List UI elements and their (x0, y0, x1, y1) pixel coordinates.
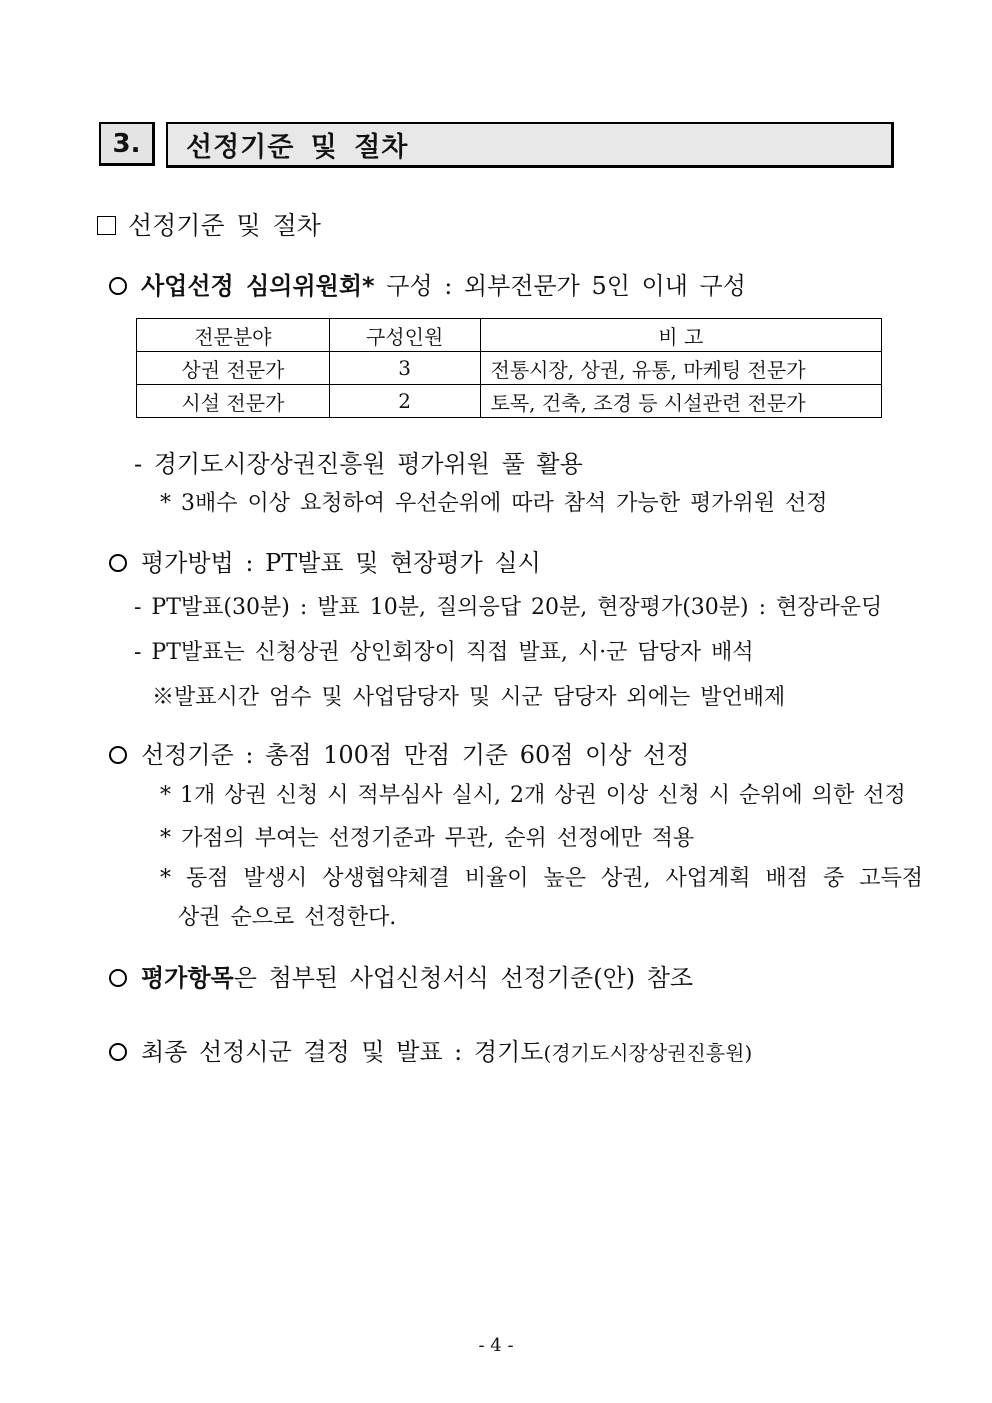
section-title-box (166, 122, 894, 168)
criteria-note1: * 1개 상권 신청 시 적부심사 실시, 2개 상권 이상 신청 시 순위에 의한 선정 (160, 783, 906, 808)
criteria-line (109, 735, 689, 770)
section-number-box (99, 122, 155, 166)
main-heading-text: 선정기준 및 절차 (128, 211, 321, 240)
pool-line: - 경기도시장상권진흥원 평가위원 풀 활용 (134, 450, 583, 478)
criteria-note3b: 상권 순으로 선정한다. (178, 905, 397, 930)
criteria-note3a: * 동점 발생시 상생협약체결 비율이 높은 상권, 사업계획 배점 중 고득점 (160, 866, 923, 891)
criteria-note2: * 가점의 부여는 선정기준과 무관, 순위 선정에만 적용 (160, 826, 695, 851)
table-cell: 상권 전문가 (137, 352, 330, 385)
eval-bold: 평가항목 (141, 964, 234, 992)
method-note: ※발표시간 엄수 및 사업담당자 및 시군 담당자 외에는 발언배제 (152, 685, 786, 710)
method-sub1: - PT발표(30분) : 발표 10분, 질의응답 20분, 현장평가(30분) : 현장라운딩 (134, 595, 883, 620)
committee-table (136, 318, 882, 418)
circle-bullet-icon (109, 969, 127, 987)
table-cell: 3 (329, 352, 480, 385)
eval-line (109, 958, 693, 993)
section-title: 선정기준 및 절차 (186, 132, 409, 163)
table-header-row (137, 319, 882, 352)
table-row (137, 385, 882, 418)
table-header-cell: 구성인원 (329, 319, 480, 352)
eval-rest: 은 첨부된 사업신청서식 선정기준(안) 참조 (233, 964, 694, 992)
final-paren: (경기도시장상권진흥원) (543, 1041, 753, 1065)
table-cell: 전통시장, 상권, 유통, 마케팅 전문가 (480, 352, 881, 385)
final-line (109, 1032, 752, 1067)
final-main: 최종 선정시군 결정 및 발표 : 경기도 (141, 1038, 544, 1066)
table-cell: 2 (329, 385, 480, 418)
method-line (109, 543, 541, 578)
circle-bullet-icon (109, 746, 127, 764)
pool-note: * 3배수 이상 요청하여 우선순위에 따라 참석 가능한 평가위원 선정 (160, 491, 828, 516)
square-bullet-icon (97, 216, 116, 235)
circle-bullet-icon (109, 554, 127, 572)
circle-bullet-icon (109, 1043, 127, 1061)
criteria-text: 선정기준 : 총점 100점 만점 기준 60점 이상 선정 (141, 741, 690, 769)
committee-line (109, 266, 746, 301)
section-number: 3. (112, 128, 141, 159)
committee-bold: 사업선정 심의위원회* (141, 272, 375, 300)
method-text: 평가방법 : PT발표 및 현장평가 실시 (141, 549, 541, 577)
table-cell: 토목, 건축, 조경 등 시설관련 전문가 (480, 385, 881, 418)
main-heading (97, 206, 321, 242)
table-cell: 시설 전문가 (137, 385, 330, 418)
committee-rest: 구성 : 외부전문가 5인 이내 구성 (374, 272, 746, 300)
method-sub2: - PT발표는 신청상권 상인회장이 직접 발표, 시·군 담당자 배석 (134, 640, 754, 665)
table-row (137, 352, 882, 385)
page-number: - 4 - (478, 1335, 514, 1356)
table-header-cell: 비 고 (480, 319, 881, 352)
table-header-cell: 전문분야 (137, 319, 330, 352)
circle-bullet-icon (109, 277, 127, 295)
